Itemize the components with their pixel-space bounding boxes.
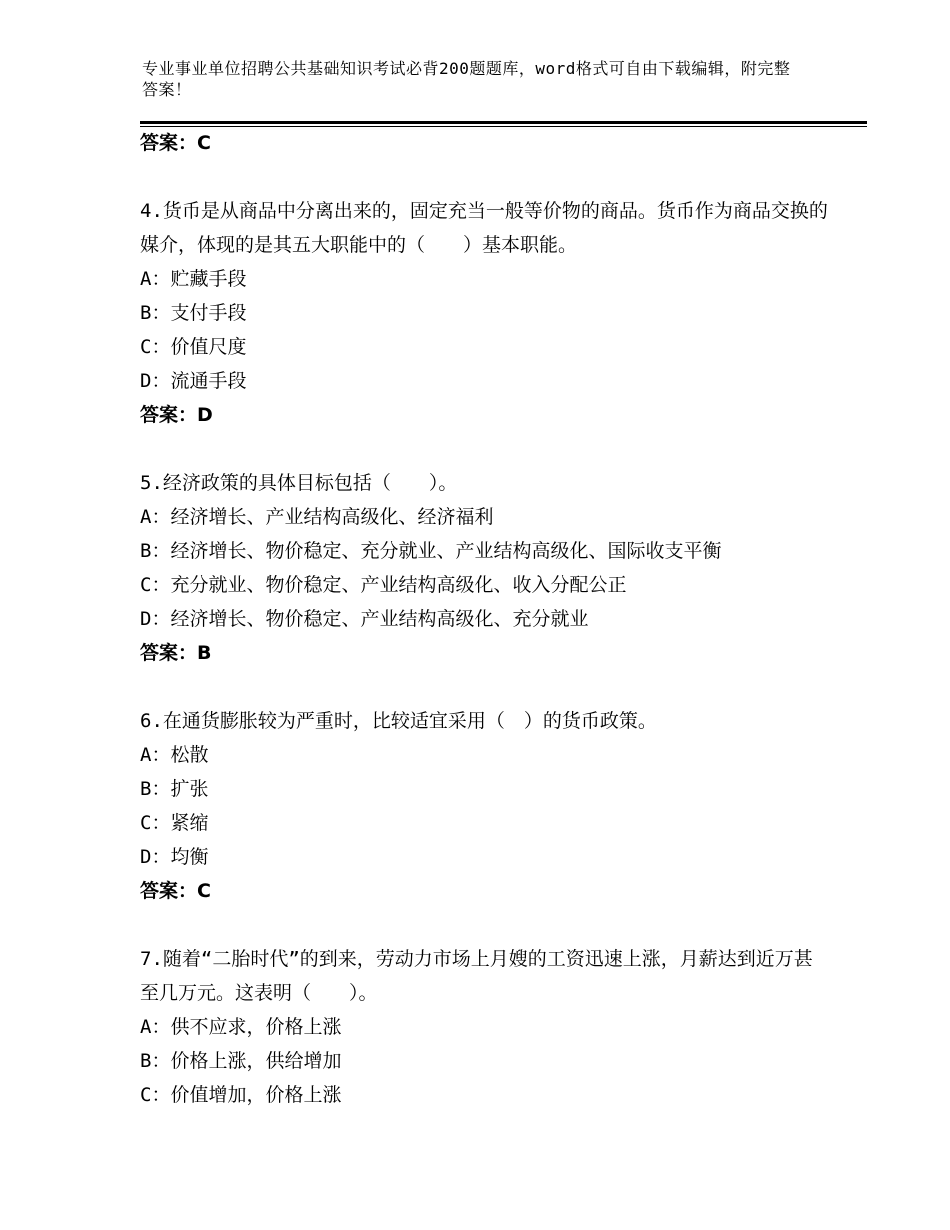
answer-line: 答案：B: [140, 642, 212, 664]
option-line: B：支付手段: [140, 302, 247, 324]
page-header: 专业事业单位招聘公共基础知识考试必背200题题库，word格式可自由下载编辑，附完整答案！: [142, 59, 791, 99]
header-rule-thick: [140, 121, 867, 124]
option-line: C：价值增加，价格上涨: [140, 1084, 342, 1106]
option-line: B：价格上涨，供给增加: [140, 1050, 342, 1072]
option-line: C：紧缩: [140, 812, 209, 834]
answer-line: 答案：D: [140, 404, 213, 426]
question-stem: 5.经济政策的具体目标包括（ ）。: [140, 472, 458, 494]
option-line: C：充分就业、物价稳定、产业结构高级化、收入分配公正: [140, 574, 627, 596]
option-line: A：贮藏手段: [140, 268, 247, 290]
answer-line: 答案：C: [140, 132, 211, 154]
option-line: C：价值尺度: [140, 336, 247, 358]
option-line: B：经济增长、物价稳定、充分就业、产业结构高级化、国际收支平衡: [140, 540, 722, 562]
question-stem: 7.随着“二胎时代”的到来，劳动力市场上月嫂的工资迅速上涨，月薪达到近万甚至几万元。这表明（ ）。: [140, 948, 813, 1004]
option-line: D：均衡: [140, 846, 209, 868]
answer-line: 答案：C: [140, 880, 211, 902]
question-stem: 6.在通货膨胀较为严重时，比较适宜采用（ ）的货币政策。: [140, 710, 657, 732]
option-line: A：供不应求，价格上涨: [140, 1016, 342, 1038]
option-line: D：经济增长、物价稳定、产业结构高级化、充分就业: [140, 608, 589, 630]
option-line: A：经济增长、产业结构高级化、经济福利: [140, 506, 494, 528]
question-stem: 4.货币是从商品中分离出来的，固定充当一般等价物的商品。货币作为商品交换的媒介，体现的是其五大职能中的（ ）基本职能。: [140, 200, 828, 256]
option-line: D：流通手段: [140, 370, 247, 392]
option-line: B：扩张: [140, 778, 209, 800]
question-list: [140, 126, 830, 1112]
option-line: A：松散: [140, 744, 209, 766]
